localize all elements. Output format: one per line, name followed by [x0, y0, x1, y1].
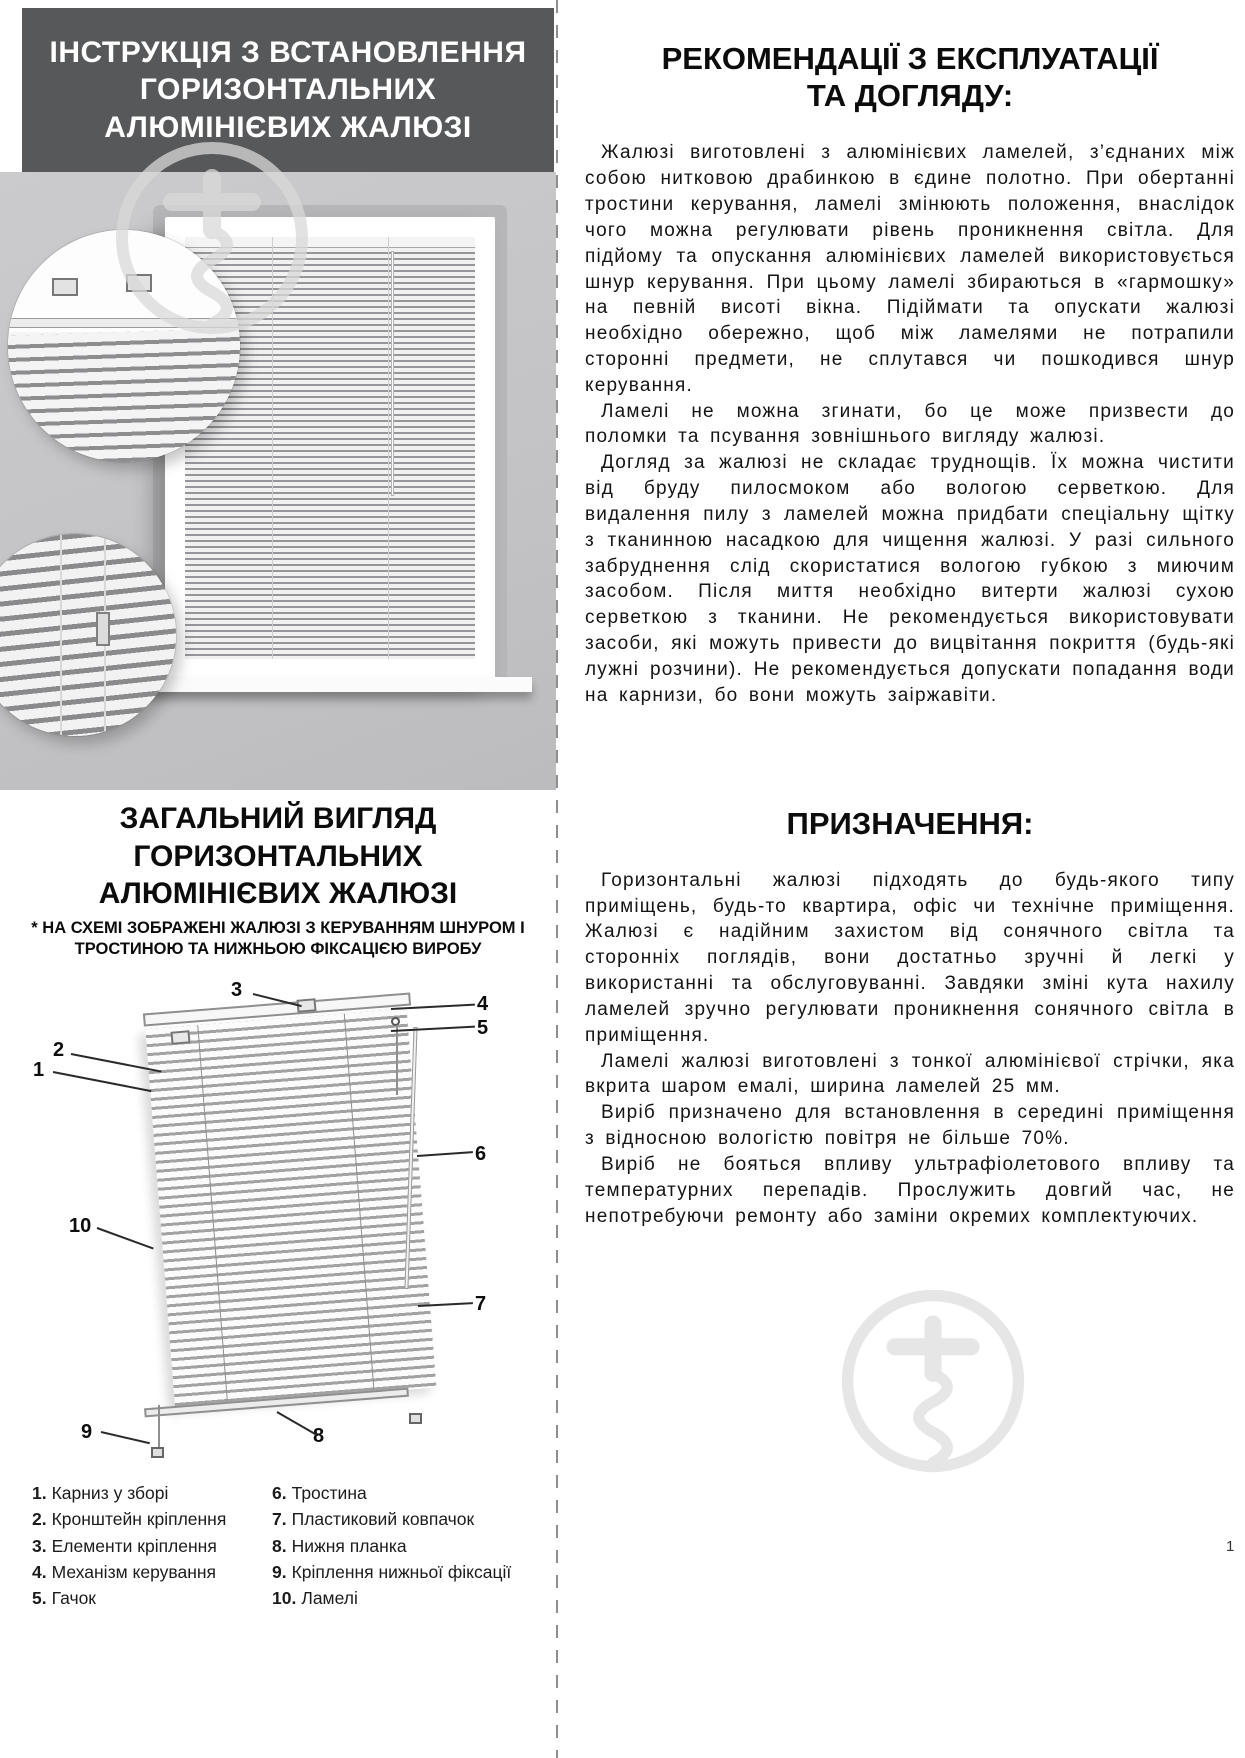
legend-item: 1. Карниз у зборі	[32, 1483, 169, 1503]
callout-mechanism	[96, 612, 110, 646]
diagram-bottom-fixation	[151, 1447, 164, 1458]
callout-bracket	[52, 278, 78, 296]
blinds-diagram	[25, 975, 537, 1473]
illustration-wand	[391, 251, 394, 496]
detail-callout-top	[8, 230, 240, 462]
diagram-legend	[32, 1480, 554, 1611]
paragraph: Горизонтальні жалюзі підходять до будь-якого типу приміщень, будь-то квартира, офіс чи технічне приміщення. Жалюзі є надійним захистом від сонячного світла та сторонніх поглядів, вони достатньо зручні й легкі у використанні та обслуговуванні. Завдяки зміні кута нахилу ламелей зручно регулювати проникнення сонячного світла в приміщення.	[585, 869, 1235, 1046]
legend-item: 6. Тростина	[272, 1483, 367, 1503]
diagram-label-9: 9	[81, 1421, 93, 1443]
window-sill	[128, 677, 532, 692]
callout-headrail	[8, 318, 240, 328]
window-illustration	[0, 172, 556, 790]
diagram-label-5: 5	[477, 1017, 489, 1039]
purpose-text	[585, 868, 1235, 1230]
overview-note: * НА СХЕМІ ЗОБРАЖЕНІ ЖАЛЮЗІ З КЕРУВАННЯМ ШНУРОМ І ТРОСТИНОЮ ТА НИЖНЬОЮ ФІКСАЦІЄЮ ВИРОБУ	[31, 919, 525, 959]
leader-line-10	[97, 1227, 154, 1249]
legend-item: 8. Нижня планка	[272, 1535, 407, 1556]
callout-string	[60, 534, 62, 736]
diagram-label-8: 8	[313, 1425, 325, 1447]
diagram-bottom-cord	[158, 1405, 160, 1451]
ladder-string	[272, 237, 273, 659]
legend-item: 3. Елементи кріплення	[32, 1535, 217, 1556]
detail-callout-bottom	[0, 534, 176, 736]
legend-item: 5. Гачок	[32, 1588, 96, 1608]
diagram-label-1: 1	[33, 1059, 45, 1081]
legend-item: 10. Ламелі	[272, 1588, 358, 1608]
leader-line-1	[53, 1071, 152, 1092]
paragraph: Ламелі жалюзі виготовлені з тонкої алюмінієвої стрічки, яка вкрита шаром емалі, ширина ламелей 25 мм.	[585, 1050, 1235, 1098]
paragraph: Виріб призначено для встановлення в середині приміщення з відносною вологістю повітря не більше 70%.	[585, 1102, 1235, 1150]
paragraph: Ламелі не можна згинати, бо це може призвести до поломки та псування зовнішнього вигляду жалюзі.	[585, 400, 1235, 448]
diagram-label-6: 6	[475, 1143, 487, 1165]
left-header-title: ІНСТРУКЦІЯ З ВСТАНОВЛЕННЯ ГОРИЗОНТАЛЬНИХ АЛЮМІНІЄВИХ ЖАЛЮЗІ	[49, 35, 527, 144]
diagram-label-3: 3	[231, 979, 243, 1001]
callout-bracket	[126, 274, 152, 292]
page-number: 1	[1226, 1538, 1235, 1555]
recommendations-title: РЕКОМЕНДАЦІЇ З ЕКСПЛУАТАЦІЇ ТА ДОГЛЯДУ:	[661, 41, 1159, 114]
leader-line-9	[101, 1431, 150, 1444]
overview-title: ЗАГАЛЬНИЙ ВИГЛЯД ГОРИЗОНТАЛЬНИХ АЛЮМІНІЄВИХ ЖАЛЮЗІ	[98, 802, 458, 910]
paragraph: Виріб не бояться впливу ультрафіолетового впливу та температурних перепадів. Прослужить довгий час, не непотребуючи ремонту або заміни окремих комплектуючих.	[585, 1153, 1235, 1227]
callout-slats	[8, 328, 240, 462]
diagram-label-2: 2	[53, 1039, 65, 1061]
legend-item: 2. Кронштейн кріплення	[32, 1509, 227, 1530]
left-header-box	[22, 8, 554, 172]
callout-background	[8, 230, 240, 332]
diagram-cord	[396, 1025, 398, 1095]
paragraph: Догляд за жалюзі не складає труднощів. Їх можна чистити від бруду пилосмоком або вологою серветкою. Для видалення пилу з ламелей можна придбати спеціальну щітку з тканинною насадкою для чищення жалюзі. У разі сильного забруднення слід скористатися вологою губкою з миючим засобом. Після миття необхідно витерти жалюзі сухою серветкою з тканини. Не рекомендується використовувати засоби, які можуть привести до вицвітання покриття (будь-які лужні розчини). Не рекомендується допускати попадання води на карнизи, бо вони можуть заіржавіти.	[585, 452, 1235, 706]
leader-line-8	[277, 1411, 317, 1435]
diagram-ladder-cord	[198, 1025, 229, 1404]
legend-item: 7. Пластиковий ковпачок	[272, 1509, 475, 1530]
ladder-string	[388, 237, 389, 659]
watermark-logo-icon	[838, 1286, 1028, 1476]
diagram-ladder-cord	[344, 1014, 375, 1393]
column-separator	[556, 0, 558, 1758]
diagram-slats	[145, 1009, 436, 1408]
legend-item: 4. Механізм керування	[32, 1561, 216, 1582]
right-column	[585, 0, 1235, 1229]
diagram-bottom-fixation	[409, 1413, 422, 1424]
callout-slats	[0, 534, 176, 736]
diagram-label-7: 7	[475, 1293, 487, 1315]
diagram-bracket	[170, 1030, 190, 1045]
leader-line-6	[417, 1151, 473, 1157]
recommendations-text	[585, 140, 1235, 708]
legend-item: 9. Кріплення нижньої фіксації	[272, 1561, 512, 1582]
paragraph: Жалюзі виготовлені з алюмінієвих ламелей, з’єднаних між собою нитковою драбинкою в єдине полотно. При обертанні тростини керування, ламелі змінюють положення, внаслідок чого можна регулювати рівень проникнення світла. Для підйому та опускання алюмінієвих ламелей використовується шнур керування. При цьому ламелі збираються в «гармошку» на певній висоті вікна. Підіймати та опускати жалюзі необхідно обережно, щоб між ламелями не потрапили сторонні предмети, не сплутався чи пошкодився шнур керування.	[585, 142, 1235, 396]
diagram-label-4: 4	[477, 993, 489, 1015]
purpose-title: ПРИЗНАЧЕННЯ:	[786, 805, 1034, 841]
diagram-label-10: 10	[69, 1215, 92, 1237]
